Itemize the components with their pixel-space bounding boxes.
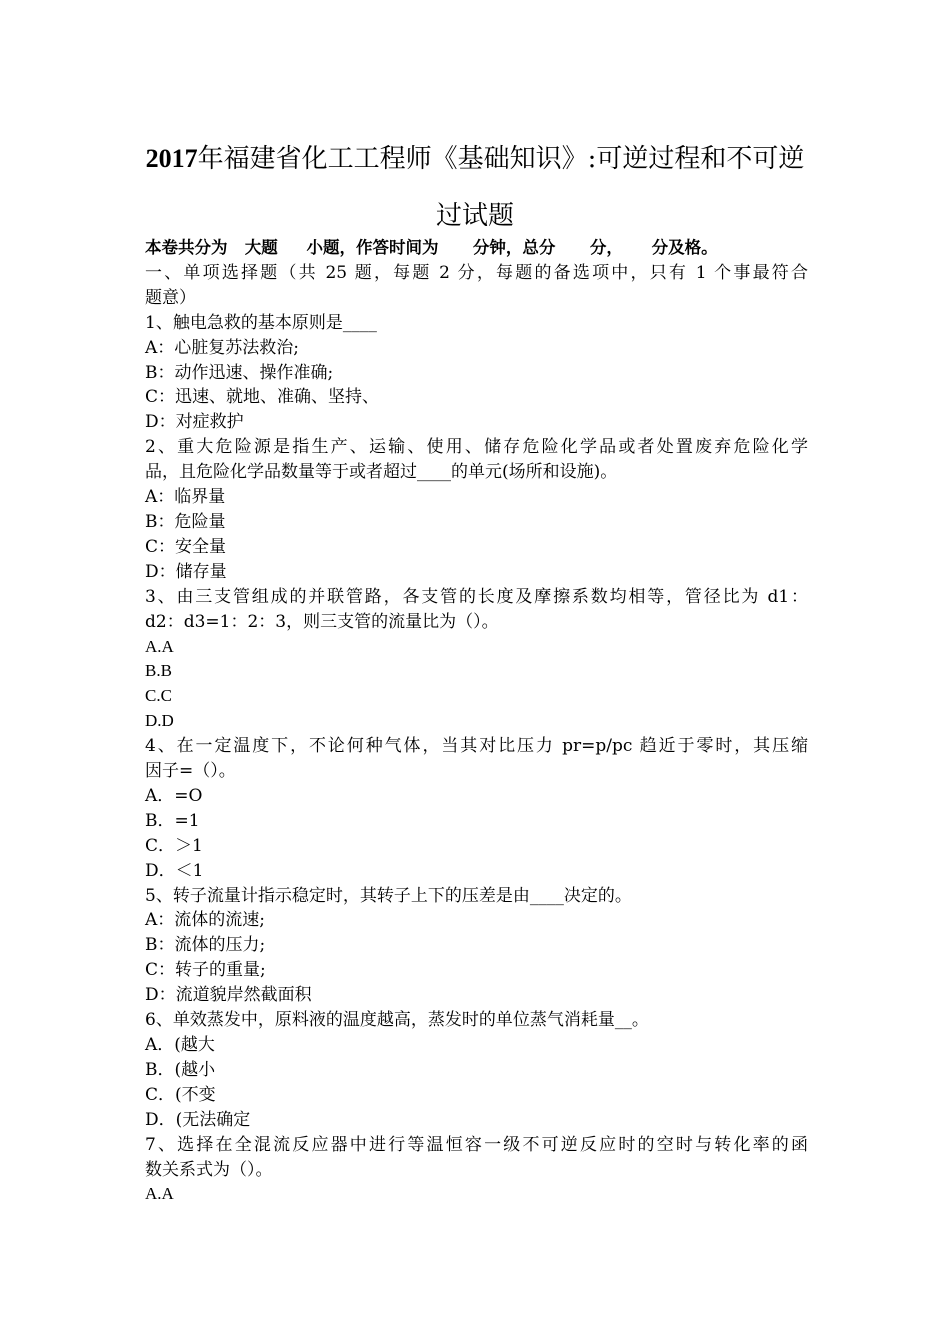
question-4 bbox=[145, 734, 808, 883]
option-d: D．＜1 bbox=[145, 860, 204, 881]
option-c: C：转子的重量; bbox=[145, 960, 266, 981]
question-stem: 7、选择在全混流反应器中进行等温恒容一级不可逆反应时的空时与转化率的函 bbox=[145, 1134, 808, 1155]
option-c: C：安全量 bbox=[145, 536, 227, 557]
option-a: A：流体的流速; bbox=[145, 910, 266, 931]
document-title bbox=[140, 130, 810, 245]
option-d: D．(无法确定 bbox=[145, 1109, 251, 1130]
title-line-1 bbox=[140, 130, 810, 188]
exam-intro: 本卷共分为 大题 小题，作答时间为 分钟，总分 分， 分及格。 bbox=[145, 238, 718, 257]
section-heading-line-2: 题意） bbox=[145, 287, 196, 308]
option-a: A.A bbox=[145, 1184, 174, 1204]
question-7 bbox=[145, 1133, 808, 1208]
title-line-2: 过试题 bbox=[435, 201, 514, 231]
option-d: D：储存量 bbox=[145, 561, 227, 582]
option-a: A．=O bbox=[145, 785, 203, 806]
question-stem-cont: 因子=（）。 bbox=[145, 761, 236, 782]
option-c: C．(不变 bbox=[145, 1084, 216, 1105]
question-stem: 2、重大危险源是指生产、运输、使用、储存危险化学品或者处置废弃危险化学 bbox=[145, 437, 808, 458]
option-c: C.C bbox=[145, 686, 172, 706]
question-stem: 4、在一定温度下，不论何种气体，当其对比压力 pr=p/pc 趋近于零时，其压缩 bbox=[145, 736, 808, 757]
question-stem-cont: 数关系式为（）。 bbox=[145, 1159, 273, 1180]
question-6 bbox=[145, 1008, 808, 1133]
title-line-1-text: 年福建省化工工程师《基础知识》:可逆过程和不可逆 bbox=[197, 144, 805, 174]
question-1 bbox=[145, 311, 808, 436]
option-b: B．=1 bbox=[145, 810, 200, 831]
option-d: D：流道貌岸然截面积 bbox=[145, 985, 312, 1006]
option-b: B.B bbox=[145, 661, 172, 681]
option-a: A．(越大 bbox=[145, 1035, 215, 1055]
option-b: B：危险量 bbox=[145, 511, 226, 532]
question-3 bbox=[145, 585, 808, 734]
document-body bbox=[145, 236, 808, 1207]
option-c: C：迅速、就地、准确、坚持、 bbox=[145, 387, 380, 408]
option-c: C．＞1 bbox=[145, 835, 203, 856]
question-stem-cont: d2：d3=1：2：3，则三支管的流量比为（）。 bbox=[145, 611, 499, 632]
question-stem: 1、触电急救的基本原则是____ bbox=[145, 312, 377, 333]
title-year: 2017 bbox=[145, 144, 198, 173]
question-stem: 6、单效蒸发中，原料液的温度越高，蒸发时的单位蒸气消耗量__。 bbox=[145, 1010, 649, 1031]
option-b: B：流体的压力; bbox=[145, 935, 266, 956]
question-2 bbox=[145, 435, 808, 584]
question-stem: 5、转子流量计指示稳定时，其转子上下的压差是由____决定的。 bbox=[145, 885, 632, 906]
option-d: D.D bbox=[145, 711, 174, 731]
option-a: A.A bbox=[145, 636, 174, 656]
option-b: B．(越小 bbox=[145, 1059, 216, 1080]
option-a: A：临界量 bbox=[145, 487, 226, 508]
option-d: D：对症救护 bbox=[145, 412, 244, 433]
option-b: B：动作迅速、操作准确; bbox=[145, 362, 334, 383]
question-stem: 3、由三支管组成的并联管路，各支管的长度及摩擦系数均相等，管径比为 d1： bbox=[145, 586, 808, 607]
question-5 bbox=[145, 884, 808, 1009]
section-heading-line-1: 一、单项选择题（共 25 题，每题 2 分，每题的备选项中，只有 1 个事最符合 bbox=[145, 262, 808, 283]
option-a: A：心脏复苏法救治; bbox=[145, 337, 300, 358]
question-stem-cont: 品，且危险化学品数量等于或者超过____的单元(场所和设施)。 bbox=[145, 462, 618, 483]
